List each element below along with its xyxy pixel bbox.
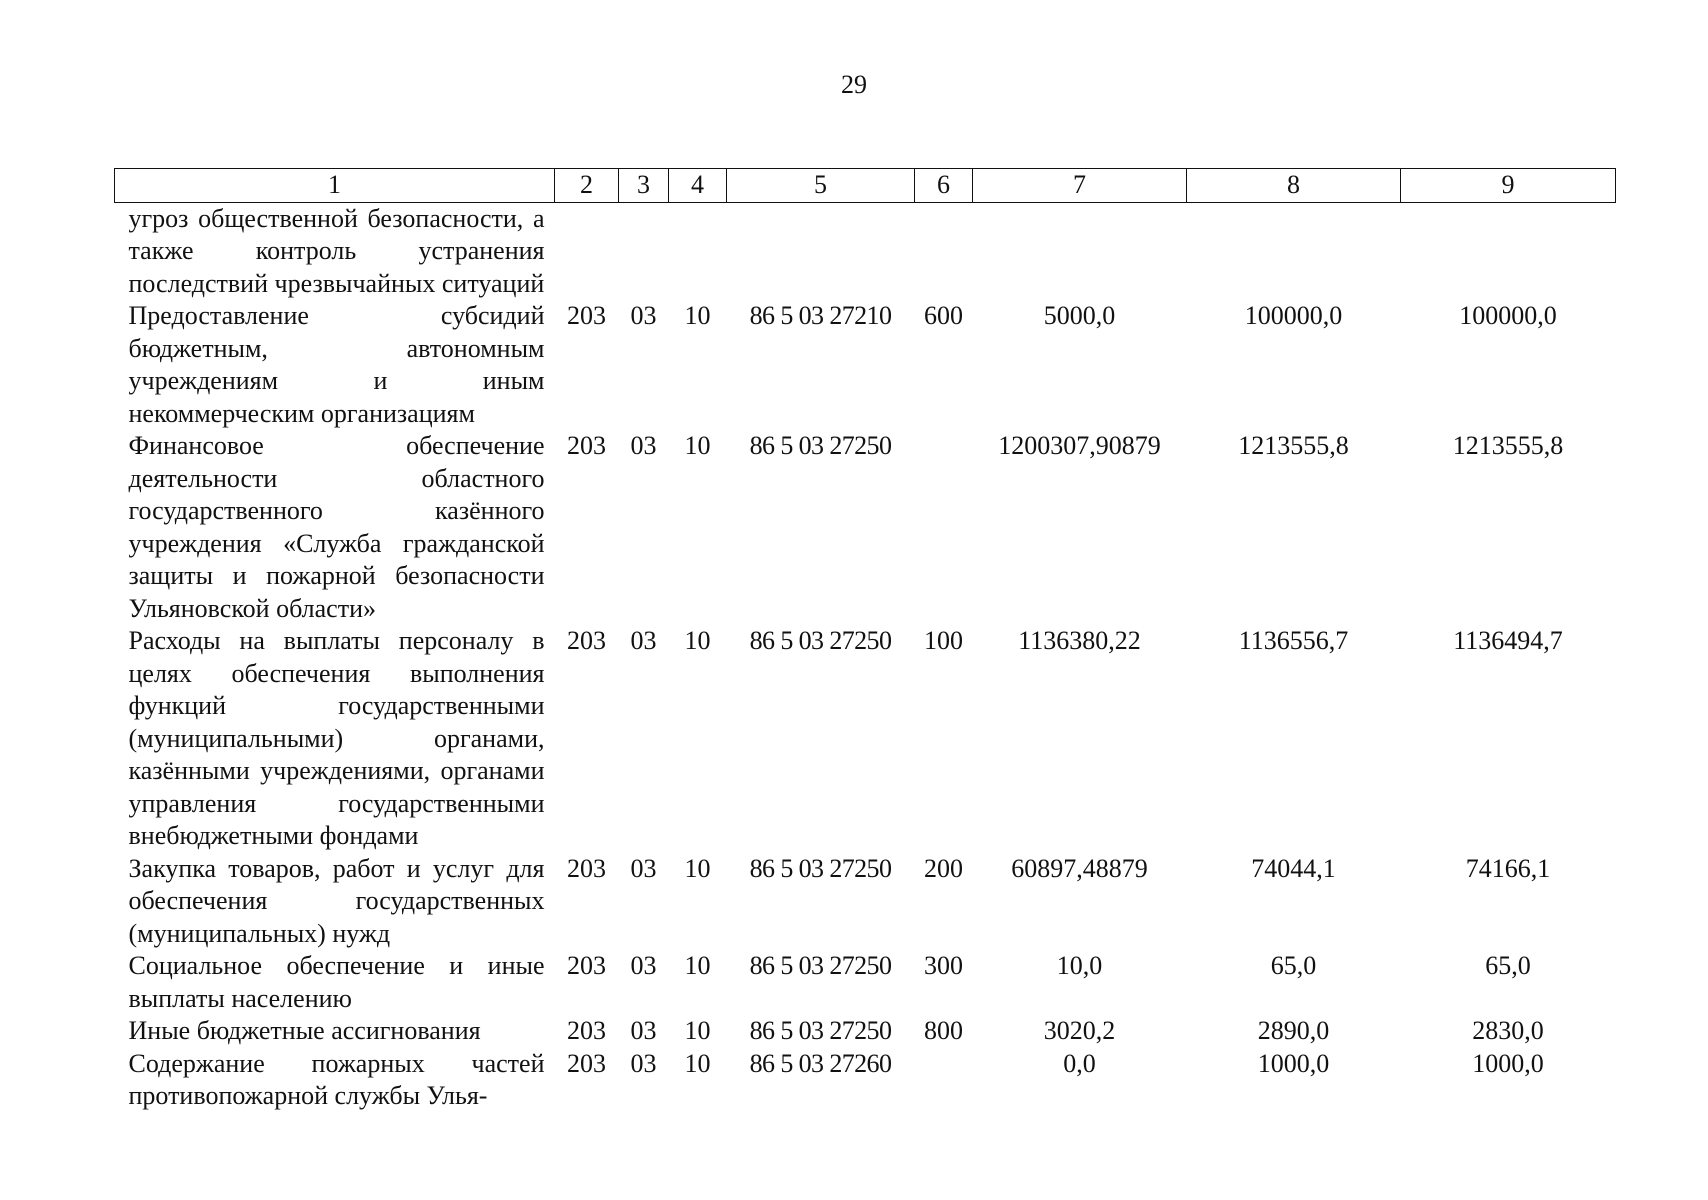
cell-col-7: 1136380,22: [1018, 626, 1141, 655]
cell-col-6: 200: [924, 853, 963, 883]
page-number: 29: [841, 70, 867, 99]
budget-table: [114, 168, 1616, 1113]
cell-col-7: 3020,2: [1043, 1016, 1116, 1045]
cell-col-9: 1136494,7: [1453, 626, 1563, 655]
row-name-cell: Содержание пожарных частей противопожарной службы Улья-: [128, 1048, 545, 1110]
cell-col-2: 203: [567, 853, 606, 883]
cell-col-6: 300: [924, 951, 963, 980]
cell-col-5: 86 5 03 27250: [749, 626, 892, 655]
cell-col-3: 03: [630, 431, 657, 460]
table-row: [115, 1048, 1616, 1113]
cell-col-6: 100: [924, 626, 963, 655]
cell-col-6: [915, 430, 973, 625]
row-name-cell: угроз общественной безопасности, а также контроль устранения последствий чрезвычайных ситуаций: [128, 203, 545, 298]
header-col-7: 7: [973, 169, 1187, 203]
header-col-3: 3: [619, 169, 669, 203]
cell-col-8: 74044,1: [1251, 853, 1336, 883]
cell-col-4: [669, 202, 727, 300]
cell-col-6: 600: [924, 301, 963, 330]
row-name-cell: Финансовое обеспечение деятельности областного государственного казённого учреждения «Служба гражданской защиты и пожарной безопасности Ульяновской области»: [128, 431, 545, 623]
cell-col-3: 03: [630, 301, 657, 330]
header-col-6: 6: [915, 169, 973, 203]
header-col-8: 8: [1187, 169, 1401, 203]
cell-col-5: 86 5 03 27250: [749, 431, 892, 460]
cell-col-8: 1213555,8: [1238, 431, 1349, 460]
cell-col-9: 100000,0: [1459, 301, 1557, 330]
row-name-cell: Расходы на выплаты персоналу в целях обеспечения выполнения функций государственными (муниципальными) органами, казёнными учреждениями, органами управления государственными внебюджетными фондами: [128, 626, 545, 850]
cell-col-3: 03: [630, 951, 657, 980]
table-row: [115, 202, 1616, 300]
cell-col-2: 203: [567, 1016, 606, 1045]
cell-col-2: 203: [567, 626, 606, 655]
row-name-cell: Закупка товаров, работ и услуг для обеспечения государственных (муниципальных) нужд: [128, 853, 545, 948]
header-col-2: 2: [555, 169, 619, 203]
cell-col-3: [619, 202, 669, 300]
cell-col-5: [727, 202, 915, 300]
table-row: [115, 950, 1616, 1015]
cell-col-5: 86 5 03 27260: [749, 1048, 892, 1078]
cell-col-4: 10: [684, 853, 711, 883]
cell-col-6: [915, 202, 973, 300]
cell-col-2: 203: [567, 951, 606, 980]
table-row: [115, 1015, 1616, 1048]
cell-col-6: 800: [924, 1016, 963, 1045]
cell-col-3: 03: [630, 626, 657, 655]
cell-col-7: 5000,0: [1043, 301, 1116, 330]
header-col-9: 9: [1401, 169, 1616, 203]
cell-col-8: [1187, 202, 1401, 300]
cell-col-8: 100000,0: [1244, 301, 1343, 330]
cell-col-2: 203: [567, 301, 606, 330]
cell-col-7: 60897,48879: [1011, 853, 1148, 883]
cell-col-7: 0,0: [1063, 1048, 1096, 1078]
cell-col-5: 86 5 03 27250: [749, 853, 892, 883]
table-row: [115, 430, 1616, 625]
table-row: [115, 853, 1616, 951]
cell-col-8: 2890,0: [1257, 1016, 1330, 1045]
cell-col-2: 203: [567, 1048, 606, 1078]
cell-col-4: 10: [684, 1016, 711, 1045]
cell-col-9: [1401, 202, 1616, 300]
cell-col-8: 1136556,7: [1238, 626, 1349, 655]
table-row: [115, 300, 1616, 430]
row-name-cell: Иные бюджетные ассигнования: [128, 1016, 481, 1045]
cell-col-9: 1213555,8: [1452, 431, 1564, 460]
cell-col-7: 10,0: [1056, 951, 1103, 980]
cell-col-4: 10: [684, 626, 711, 655]
cell-col-7: [973, 202, 1187, 300]
row-name-cell: Социальное обеспечение и иные выплаты населению: [128, 951, 545, 1013]
table-row: [115, 625, 1616, 853]
cell-col-3: 03: [630, 1048, 657, 1078]
cell-col-4: 10: [684, 951, 711, 980]
cell-col-5: 86 5 03 27210: [749, 301, 892, 330]
cell-col-4: 10: [684, 431, 711, 460]
cell-col-5: 86 5 03 27250: [749, 951, 892, 980]
header-col-1: 1: [115, 169, 555, 203]
cell-col-4: 10: [684, 301, 711, 330]
cell-col-4: 10: [684, 1048, 711, 1078]
cell-col-2: 203: [567, 431, 606, 460]
cell-col-9: 2830,0: [1472, 1016, 1544, 1045]
cell-col-2: [555, 202, 619, 300]
cell-col-9: 1000,0: [1472, 1048, 1544, 1078]
cell-col-8: 65,0: [1270, 951, 1317, 980]
row-name-cell: Предоставление субсидий бюджетным, автономным учреждениям и иным некоммерческим организациям: [128, 301, 545, 428]
header-col-5: 5: [727, 169, 915, 203]
cell-col-7: 1200307,90879: [998, 431, 1161, 460]
table-header-row: [115, 169, 1616, 203]
header-col-4: 4: [669, 169, 727, 203]
cell-col-9: 74166,1: [1465, 853, 1551, 883]
cell-col-5: 86 5 03 27250: [749, 1016, 892, 1045]
cell-col-9: 65,0: [1485, 951, 1531, 980]
cell-col-6: [915, 1048, 973, 1113]
cell-col-3: 03: [630, 1016, 657, 1045]
cell-col-8: 1000,0: [1257, 1048, 1330, 1078]
cell-col-3: 03: [630, 853, 657, 883]
